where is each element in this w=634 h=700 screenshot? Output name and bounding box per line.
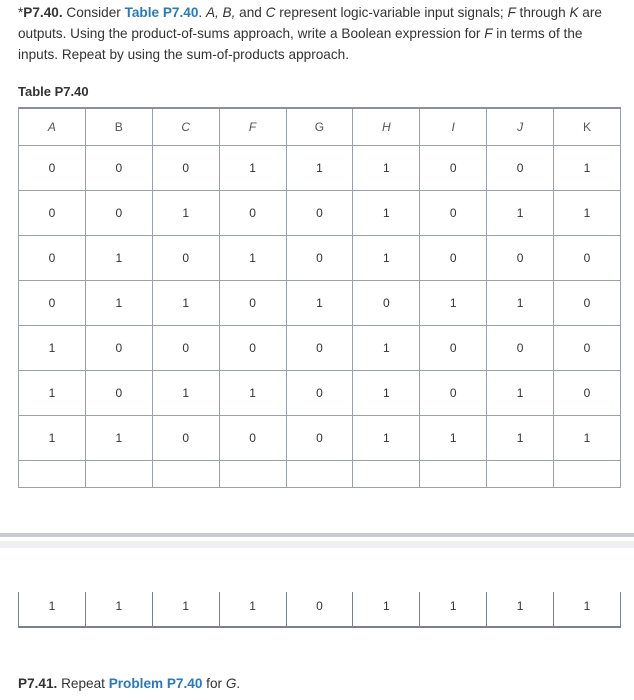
table-cell: 1 [286,281,353,326]
table-row [19,191,621,236]
table-cell: 1 [420,592,487,627]
table-link[interactable]: Table P7.40 [124,5,199,20]
table-cell-empty [85,461,152,488]
table-cell: 1 [219,371,286,416]
table-cell: 1 [554,146,621,191]
table-cell: 1 [487,191,554,236]
problem-var: K [569,5,579,20]
table-cell: 1 [353,146,420,191]
table-cell: 0 [85,146,152,191]
table-cell-empty [19,461,86,488]
table-cell: 1 [152,281,219,326]
table-cell: 0 [286,191,353,236]
table-cell: 1 [152,592,219,627]
table-cell: 0 [219,281,286,326]
table-cell: 1 [19,326,86,371]
table-cell: 1 [353,326,420,371]
problem-text: through [515,5,570,20]
header-a: A [19,108,86,146]
problem-number: P7.40. [23,5,63,20]
table-header-row [19,108,621,146]
table-cell: 0 [19,281,86,326]
table-cell: 1 [554,592,621,627]
table-cell: 0 [152,326,219,371]
table-cell: 0 [19,236,86,281]
table-cell: 0 [85,191,152,236]
problem-text: . [198,5,206,20]
problem-statement [18,2,618,65]
table-cell: 0 [219,191,286,236]
table-cell: 0 [152,146,219,191]
table-cell: 0 [219,416,286,461]
table-cell: 0 [554,236,621,281]
table-cell: 0 [286,236,353,281]
table-cell: 0 [420,191,487,236]
table-cell: 1 [353,592,420,627]
table-cell: 1 [353,416,420,461]
table-cell: 0 [487,236,554,281]
table-cell: 0 [554,326,621,371]
header-h: H [353,108,420,146]
table-cell: 1 [353,236,420,281]
table-cell-empty [420,461,487,488]
table-cell: 0 [420,236,487,281]
table-cell: 0 [554,371,621,416]
problem-text: in terms of the inputs. Repeat by using the sum-of-products approach. [18,26,583,62]
table-cell: 1 [420,416,487,461]
problem-vars: A, B, [205,5,236,20]
problem-text: represent logic-variable input signals; [275,5,508,20]
table-cell: 1 [286,146,353,191]
problem-text: are outputs. Using the product-of-sums approach, write a Boolean expression for [18,5,602,41]
table-cell: 1 [487,416,554,461]
table-cell: 0 [219,326,286,371]
table-cell: 0 [286,592,353,627]
truth-table [18,107,621,488]
problem-var: F [484,26,493,41]
table-cell: 0 [353,281,420,326]
header-j: J [487,108,554,146]
table-row [19,236,621,281]
table-cell: 1 [554,191,621,236]
table-cell: 0 [152,416,219,461]
table-cell: 1 [219,236,286,281]
table-row [19,592,621,627]
page-divider [0,533,634,537]
header-g: G [286,108,353,146]
table-cell: 1 [219,146,286,191]
problem-var: F [507,5,516,20]
next-problem [18,676,240,691]
next-problem-text: Repeat [57,676,109,691]
next-problem-number: P7.41. [18,676,58,691]
table-cell: 1 [152,371,219,416]
table-cell: 1 [152,191,219,236]
continued-table [18,592,621,628]
problem-var: C [265,5,276,20]
table-cell: 1 [85,281,152,326]
table-cell: 0 [286,326,353,371]
table-cell: 1 [420,281,487,326]
table-cell: 0 [19,191,86,236]
problem-star: * [18,5,24,20]
table-row [19,281,621,326]
next-problem-text: for [202,676,226,691]
table-cell: 0 [420,371,487,416]
table-cell: 1 [554,416,621,461]
table-row [19,416,621,461]
table-cell-empty [487,461,554,488]
table-cell: 1 [19,371,86,416]
problem-text: Consider [62,5,125,20]
table-cell: 1 [487,371,554,416]
table-cell: 0 [85,371,152,416]
problem-text: and [235,5,266,20]
table-row [19,146,621,191]
table-cell: 0 [85,326,152,371]
table-cell-empty [219,461,286,488]
next-problem-var: G [225,676,237,691]
table-row [19,371,621,416]
table-cell: 0 [286,416,353,461]
table-caption: Table P7.40 [18,84,89,99]
header-b: B [85,108,152,146]
table-cell: 0 [487,146,554,191]
table-cell: 0 [420,146,487,191]
table-cell: 0 [19,146,86,191]
next-problem-text: . [236,676,241,691]
header-c: C [152,108,219,146]
problem-link[interactable]: Problem P7.40 [108,676,203,691]
table-cell: 1 [85,416,152,461]
table-cell: 1 [487,592,554,627]
table-cell-empty [286,461,353,488]
table-cell: 0 [286,371,353,416]
table-cell-empty [353,461,420,488]
table-cell: 1 [85,236,152,281]
table-cell: 1 [353,371,420,416]
table-row [19,326,621,371]
table-cell: 1 [85,592,152,627]
table-cell-empty [152,461,219,488]
table-cell: 1 [219,592,286,627]
table-cell: 1 [487,281,554,326]
table-cell: 1 [19,416,86,461]
table-cell: 0 [554,281,621,326]
table-cell: 0 [487,326,554,371]
header-i: I [420,108,487,146]
table-cell: 0 [420,326,487,371]
table-row-empty [19,461,621,488]
table-cell: 1 [19,592,86,627]
table-cell: 0 [152,236,219,281]
header-f: F [219,108,286,146]
table-cell: 1 [353,191,420,236]
table-cell-empty [554,461,621,488]
header-k: K [554,108,621,146]
page-divider-shadow [0,541,634,548]
